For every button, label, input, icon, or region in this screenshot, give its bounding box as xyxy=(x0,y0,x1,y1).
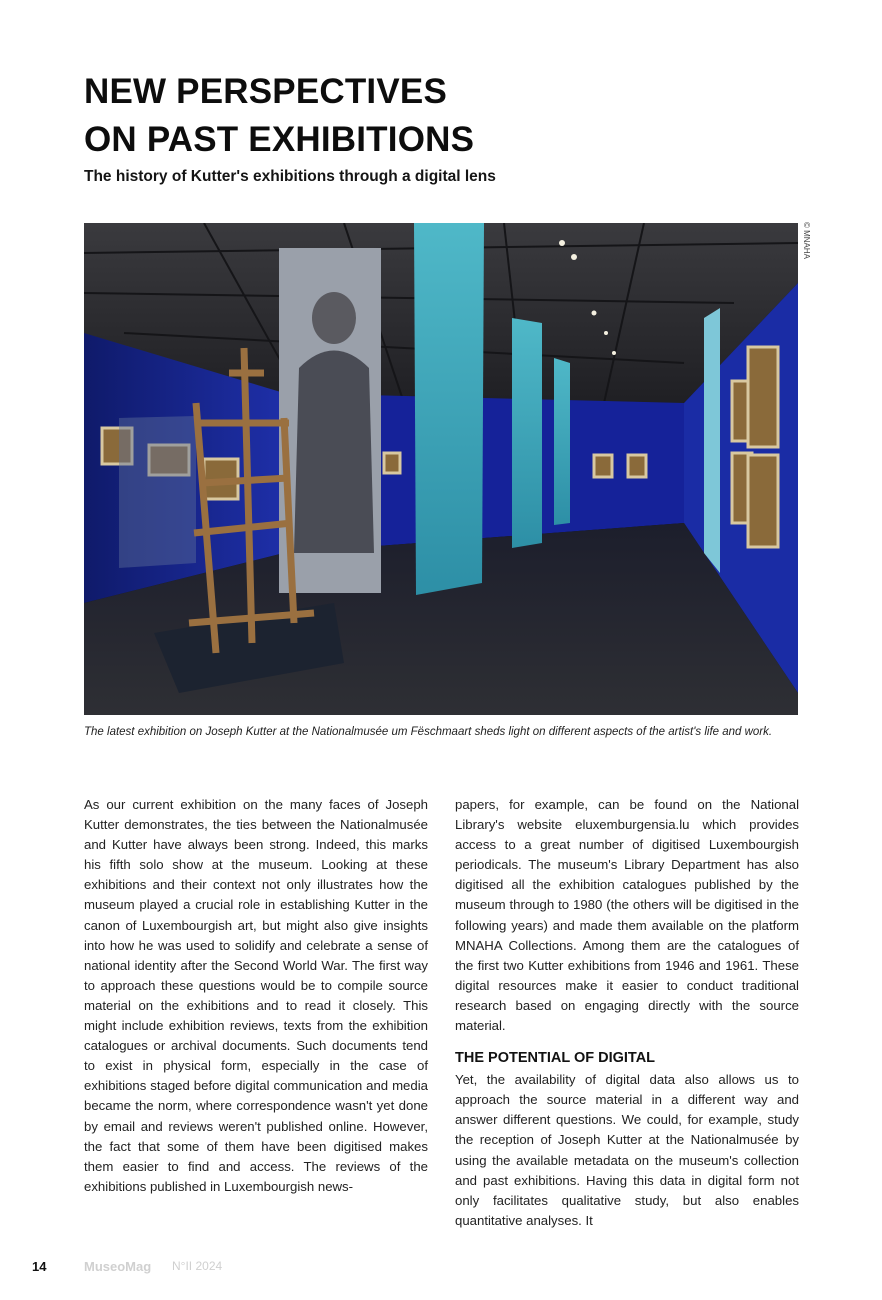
body-paragraph: As our current exhibition on the many faces of Joseph Kutter demonstrates, the ties between the Nationalmusée and Kutter have always been strong. Indeed, this marks his fifth solo show at the museum. Looking at these exhibitions and their context not only illustrates how the museum played a crucial role in establishing Kutter in the canon of Luxembourgish art, but might also give insights into how he was used to solidify and celebrate a sense of national identity after the Second World War. The first way to approach these questions would be to compile source material on the exhibitions and to read it closely. This might include exhibition reviews, texts from the exhibition catalogues or archival documents. Such documents tend to exist in physical form, especially in the case of exhibitions staged before digital communication and media became the norm, where correspondence wasn't yet done by email and reviews weren't published online. However, the fact that some of them have been digitised makes them easier to find and access. The reviews of the exhibitions published in Luxembourgish news- xyxy=(84,797,428,1194)
portrait-figure xyxy=(294,351,374,554)
page-number: 14 xyxy=(32,1259,47,1274)
body-column-left xyxy=(84,795,428,1197)
title-line-2: ON PAST EXHIBITIONS xyxy=(84,120,475,159)
banner-1 xyxy=(414,223,484,595)
magazine-name: MuseoMag xyxy=(84,1259,152,1274)
exhibition-photo xyxy=(84,223,798,715)
gallery-photo-illustration xyxy=(84,223,798,715)
article-subtitle: The history of Kutter's exhibitions through a digital lens xyxy=(84,168,496,185)
body-paragraph: papers, for example, can be found on the National Library's website eluxemburgensia.lu which provides access to a great number of digitised Luxembourgish periodicals. The museum's Library Department has also digitised all the exhibition catalogues published by the museum through to 1980 (the others will be digitised in the following years) and made them available on the platform MNAHA Collections. Among them are the catalogues of the first two Kutter exhibitions from 1946 and 1961. These digital resources make it easier to conduct traditional research based on engaging directly with the source material. xyxy=(455,797,799,1034)
photo-credit: © MNAHA xyxy=(802,222,811,260)
page-footer xyxy=(32,1259,223,1274)
title-line-1: NEW PERSPECTIVES xyxy=(84,72,447,111)
display-case xyxy=(119,416,196,568)
portrait-head xyxy=(312,292,356,344)
photo-caption: The latest exhibition on Joseph Kutter at the Nationalmusée um Fëschmaart sheds light on different aspects of the artist's life and work. xyxy=(84,726,773,738)
banner-2 xyxy=(512,318,542,548)
body-column-right xyxy=(455,795,799,1231)
issue-label: N°II 2024 xyxy=(172,1259,223,1273)
banner-3 xyxy=(554,358,570,525)
article-title xyxy=(84,68,474,164)
body-paragraph: Yet, the availability of digital data also allows us to approach the source material in a different way and answer different questions. We could, for example, study the reception of Joseph Kutter at the Nationalmusée by using the available metadata on the museum's collection and past exhibitions. Having this data in digital form not only facilitates qualitative study, but also enables quantitative analyses. It xyxy=(455,1072,799,1228)
section-heading: THE POTENTIAL OF DIGITAL xyxy=(455,1050,656,1067)
banner-4 xyxy=(704,308,720,573)
